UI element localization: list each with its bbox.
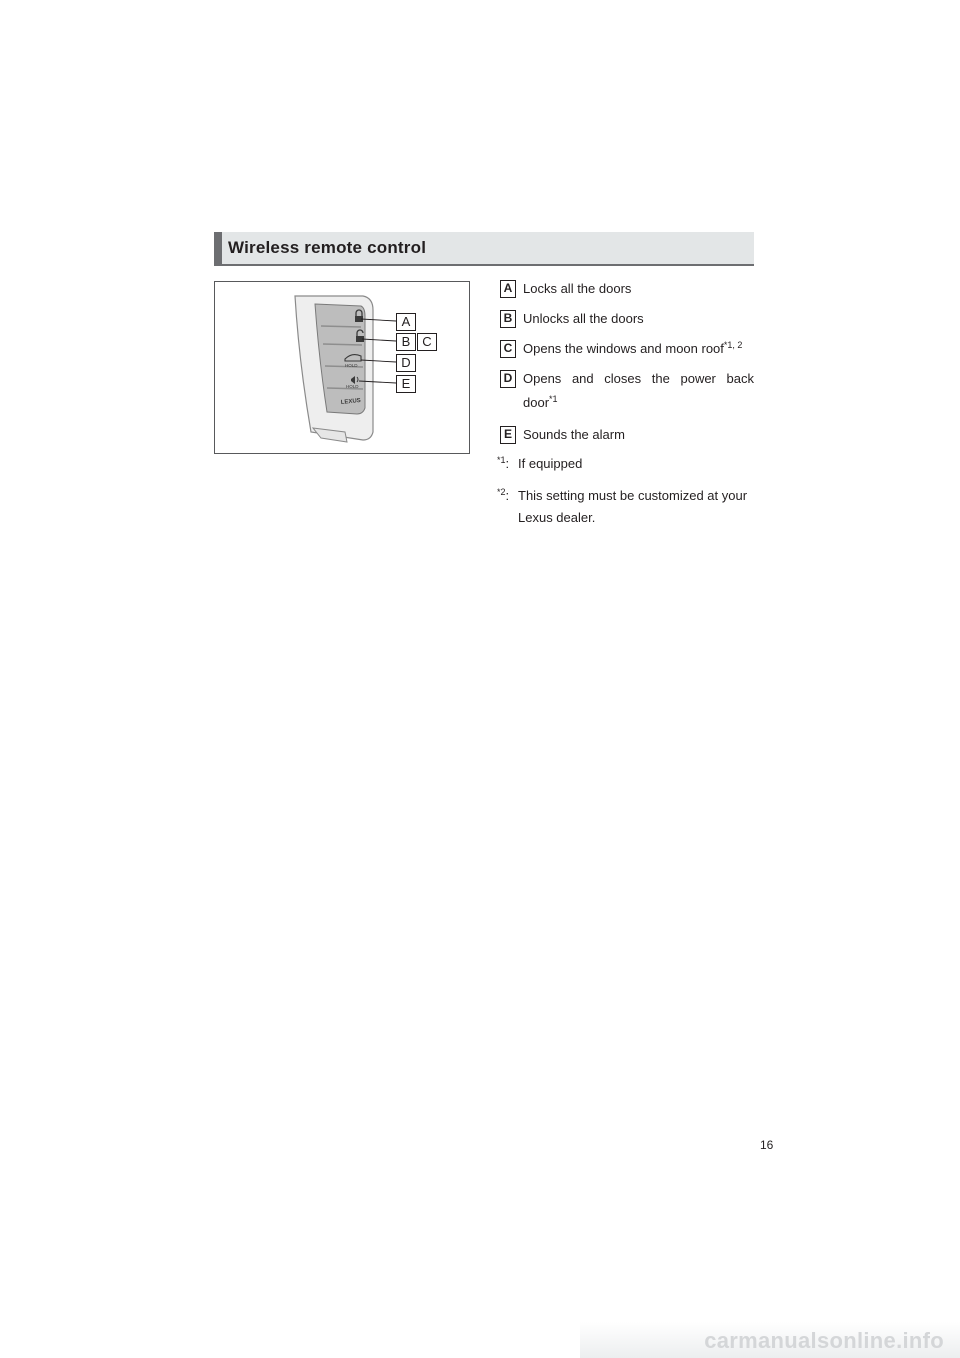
badge-e: E xyxy=(500,426,516,444)
badge-b: B xyxy=(500,310,516,328)
svg-text:HOLD: HOLD xyxy=(345,363,358,368)
footnote-2-marker: *2 xyxy=(497,487,506,497)
footnote-1-text: If equipped xyxy=(518,456,583,471)
list-item-a xyxy=(500,277,754,301)
item-d-footnote-ref: *1 xyxy=(549,394,558,404)
footnote-2-mark xyxy=(497,485,509,507)
page-number: 16 xyxy=(760,1138,774,1152)
item-e-text: Sounds the alarm xyxy=(523,427,625,442)
remote-key-illustration xyxy=(214,281,470,454)
badge-d: D xyxy=(500,370,516,388)
callout-d: D xyxy=(396,354,416,372)
footnote-2-text: This setting must be customized at your Lexus dealer. xyxy=(518,488,748,525)
item-a-text: Locks all the doors xyxy=(523,281,632,296)
list-item-e xyxy=(500,423,754,447)
list-item-b xyxy=(500,307,754,331)
item-d-text: Opens and closes the power back door xyxy=(523,371,754,410)
footnote-2-colon: : xyxy=(505,488,510,503)
item-d-desc xyxy=(523,367,754,415)
section-title: Wireless remote control xyxy=(228,238,427,257)
item-c-footnote-ref: *1, 2 xyxy=(723,340,743,350)
watermark-text: carmanualsonline.info xyxy=(704,1328,944,1353)
callout-a: A xyxy=(396,313,416,331)
footnote-1-colon: : xyxy=(505,456,510,471)
footnote-1-marker: *1 xyxy=(497,455,506,465)
badge-c: C xyxy=(500,340,516,358)
footnote-1-mark xyxy=(497,453,509,475)
list-item-c xyxy=(500,337,754,361)
footnote-2 xyxy=(497,485,755,529)
watermark xyxy=(580,1322,960,1358)
item-c-desc xyxy=(523,337,754,361)
remote-key-drawing xyxy=(215,282,469,453)
svg-text:HOLD: HOLD xyxy=(346,384,359,389)
item-c-text: Opens the windows and moon roof xyxy=(523,341,724,356)
footnote-1 xyxy=(497,453,755,475)
item-b-text: Unlocks all the doors xyxy=(523,311,644,326)
section-header-bar xyxy=(214,232,222,264)
callout-c: C xyxy=(417,333,437,351)
badge-a: A xyxy=(500,280,516,298)
callout-b: B xyxy=(396,333,416,351)
callout-e: E xyxy=(396,375,416,393)
list-item-d xyxy=(500,367,754,415)
key-brand-logo: LEXUS xyxy=(340,397,362,406)
section-header xyxy=(214,232,754,266)
